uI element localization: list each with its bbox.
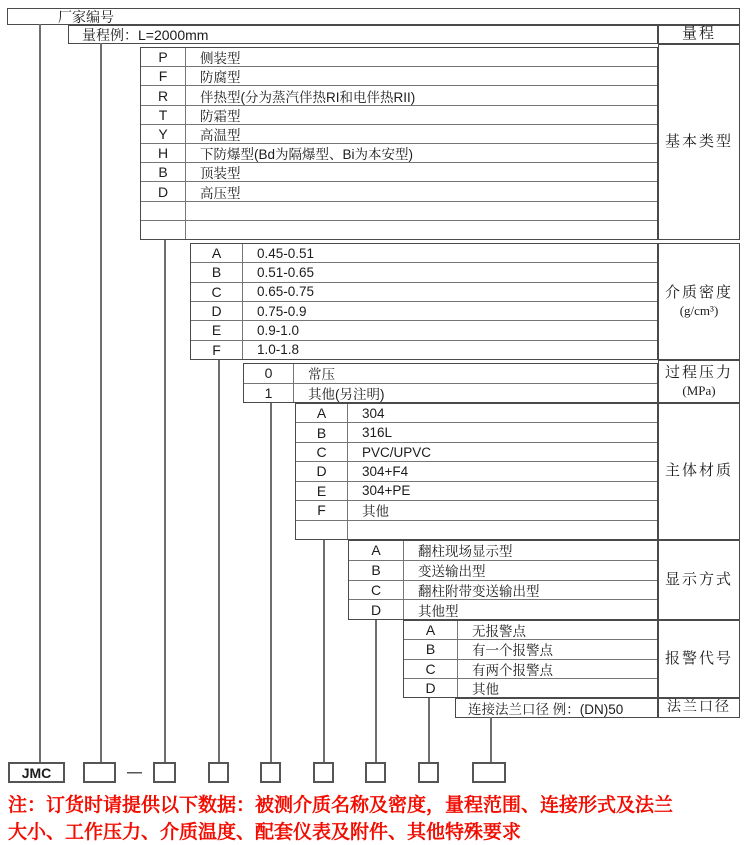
model-code-box-pressure xyxy=(260,762,281,783)
table-row xyxy=(244,364,657,384)
code-cell: P xyxy=(141,48,186,66)
code-cell: A xyxy=(191,244,243,262)
desc-cell: 高压型 xyxy=(200,185,241,201)
table-row xyxy=(141,106,657,125)
flange-row xyxy=(455,698,658,718)
flange-label: 连接法兰口径 例：(DN)50 xyxy=(468,702,624,717)
table-row xyxy=(191,283,657,302)
category-label-alarm-code: 报警代号 xyxy=(658,620,740,698)
code-cell: C xyxy=(296,443,348,461)
table-row xyxy=(191,263,657,282)
table-row xyxy=(141,144,657,163)
code-cell: B xyxy=(191,263,243,281)
code-cell: B xyxy=(349,561,404,580)
table-row xyxy=(404,621,657,640)
table-row xyxy=(141,48,657,67)
table-row xyxy=(349,600,657,619)
table-row xyxy=(141,221,657,239)
code-cell: 1 xyxy=(244,384,294,403)
desc-cell: 304+PE xyxy=(362,483,411,499)
code-cell: F xyxy=(141,67,186,85)
code-cell: B xyxy=(296,423,348,441)
table-row xyxy=(141,86,657,105)
code-cell: C xyxy=(349,581,404,600)
desc-cell: 高温型 xyxy=(200,127,241,143)
desc-cell: 翻柱现场显示型 xyxy=(418,544,513,560)
table-row xyxy=(349,581,657,601)
code-cell: B xyxy=(141,163,186,181)
model-code-box-display xyxy=(365,762,386,783)
table-row xyxy=(141,202,657,221)
desc-cell: 0.51-0.65 xyxy=(257,264,315,280)
desc-cell: 0.65-0.75 xyxy=(257,284,315,300)
desc-cell: 变送输出型 xyxy=(418,564,486,580)
desc-cell: 常压 xyxy=(308,367,335,383)
desc-cell: 侧装型 xyxy=(200,51,241,67)
table-row xyxy=(191,341,657,359)
block-medium-density xyxy=(190,243,658,360)
model-code-box-alarm xyxy=(418,762,439,783)
category-label-body-material: 主体材质 xyxy=(658,403,740,540)
desc-cell: 304 xyxy=(362,405,385,421)
table-row xyxy=(191,321,657,340)
order-note xyxy=(8,792,744,845)
connector-line xyxy=(39,24,41,762)
code-cell xyxy=(141,202,186,220)
table-row xyxy=(296,404,657,423)
desc-cell: 防腐型 xyxy=(200,70,241,86)
table-row xyxy=(141,125,657,144)
desc-cell xyxy=(348,521,657,539)
table-row xyxy=(141,182,657,201)
connector-line xyxy=(428,697,430,762)
desc-cell: 有两个报警点 xyxy=(472,662,553,678)
desc-cell: 顶装型 xyxy=(200,166,241,182)
code-cell: D xyxy=(349,600,404,619)
category-label-display-mode: 显示方式 xyxy=(658,540,740,620)
desc-cell: 其他 xyxy=(362,504,389,520)
table-row xyxy=(141,67,657,86)
category-label-process-pressure: 过程压力 (MPa) xyxy=(658,360,740,403)
code-cell: D xyxy=(404,679,458,697)
desc-cell: 304+F4 xyxy=(362,463,409,479)
desc-cell: 防霜型 xyxy=(200,108,241,124)
category-unit: (g/cm³) xyxy=(679,302,719,318)
code-cell: D xyxy=(296,462,348,480)
code-cell: Y xyxy=(141,125,186,143)
block-display-mode xyxy=(348,540,658,620)
desc-cell: 下防爆型(Bd为隔爆型、Bi为本安型) xyxy=(200,147,414,163)
connector-line xyxy=(270,402,272,762)
code-cell: H xyxy=(141,144,186,162)
category-label-basic-type: 基本类型 xyxy=(658,44,740,240)
code-cell: T xyxy=(141,106,186,124)
desc-cell: 0.75-0.9 xyxy=(257,303,307,319)
category-label-medium-density: 介质密度 (g/cm³) xyxy=(658,243,740,360)
connector-line xyxy=(100,43,102,762)
code-cell: F xyxy=(191,341,243,359)
table-row xyxy=(191,302,657,321)
block-body-material xyxy=(295,403,658,540)
table-row xyxy=(296,501,657,520)
code-cell: A xyxy=(349,541,404,560)
code-cell: A xyxy=(404,621,458,639)
model-code-box-material xyxy=(313,762,334,783)
desc-cell xyxy=(186,221,657,239)
category-label-flange-size: 法兰口径 xyxy=(658,698,740,718)
factory-code-label: 厂家编号 xyxy=(58,8,114,25)
factory-code-row xyxy=(7,8,740,25)
code-cell xyxy=(296,521,348,539)
desc-cell: 伴热型(分为蒸汽伴热RI和电伴热RII) xyxy=(200,89,416,105)
block-alarm-code xyxy=(403,620,658,698)
table-row xyxy=(404,640,657,659)
connector-line xyxy=(375,619,377,762)
desc-cell: PVC/UPVC xyxy=(362,444,432,460)
code-cell: 0 xyxy=(244,364,294,383)
desc-cell: 1.0-1.8 xyxy=(257,342,300,358)
table-row xyxy=(296,443,657,462)
connector-line xyxy=(218,359,220,762)
code-cell: E xyxy=(296,482,348,500)
model-code-box-range xyxy=(83,762,116,783)
model-prefix-box: JMC xyxy=(8,762,65,783)
separator-dash: — xyxy=(127,764,142,781)
table-row xyxy=(404,660,657,679)
desc-cell: 其他 xyxy=(472,681,499,697)
block-basic-type xyxy=(140,47,658,240)
category-label-range: 量程 xyxy=(658,25,740,44)
model-code-box-basic-type xyxy=(153,762,176,783)
block-process-pressure xyxy=(243,363,658,403)
table-row xyxy=(244,384,657,403)
desc-cell: 无报警点 xyxy=(472,624,526,640)
desc-cell xyxy=(186,202,657,220)
desc-cell: 有一个报警点 xyxy=(472,643,553,659)
code-cell: D xyxy=(191,302,243,320)
table-row xyxy=(404,679,657,697)
table-row xyxy=(296,423,657,442)
code-cell: C xyxy=(404,660,458,678)
desc-cell: 翻柱附带变送输出型 xyxy=(418,583,540,599)
order-note-line2: 大小、工作压力、介质温度、配套仪表及附件、其他特殊要求 xyxy=(8,822,522,843)
range-label: 量程例：L=2000mm xyxy=(82,26,209,43)
code-cell: R xyxy=(141,86,186,104)
range-row xyxy=(68,25,658,44)
connector-line xyxy=(323,539,325,762)
desc-cell: 0.9-1.0 xyxy=(257,322,300,338)
code-cell: A xyxy=(296,404,348,422)
code-cell xyxy=(141,221,186,239)
connector-line xyxy=(164,239,166,762)
code-cell: B xyxy=(404,640,458,658)
table-row xyxy=(296,482,657,501)
table-row xyxy=(349,561,657,581)
model-code-box-flange xyxy=(472,762,506,783)
table-row xyxy=(349,541,657,561)
table-row xyxy=(141,163,657,182)
desc-cell: 0.45-0.51 xyxy=(257,245,315,261)
desc-cell: 其他型 xyxy=(418,603,459,619)
code-cell: C xyxy=(191,283,243,301)
category-unit: (MPa) xyxy=(682,382,716,398)
code-cell: D xyxy=(141,182,186,200)
model-code-box-density xyxy=(208,762,229,783)
table-row xyxy=(296,462,657,481)
code-cell: F xyxy=(296,501,348,519)
table-row xyxy=(296,521,657,539)
table-row xyxy=(191,244,657,263)
desc-cell: 316L xyxy=(362,425,393,441)
connector-line xyxy=(490,717,492,762)
code-cell: E xyxy=(191,321,243,339)
order-note-line1: 注：订货时请提供以下数据：被测介质名称及密度，量程范围、连接形式及法兰 xyxy=(8,795,674,816)
desc-cell: 其他(另注明) xyxy=(308,386,385,402)
